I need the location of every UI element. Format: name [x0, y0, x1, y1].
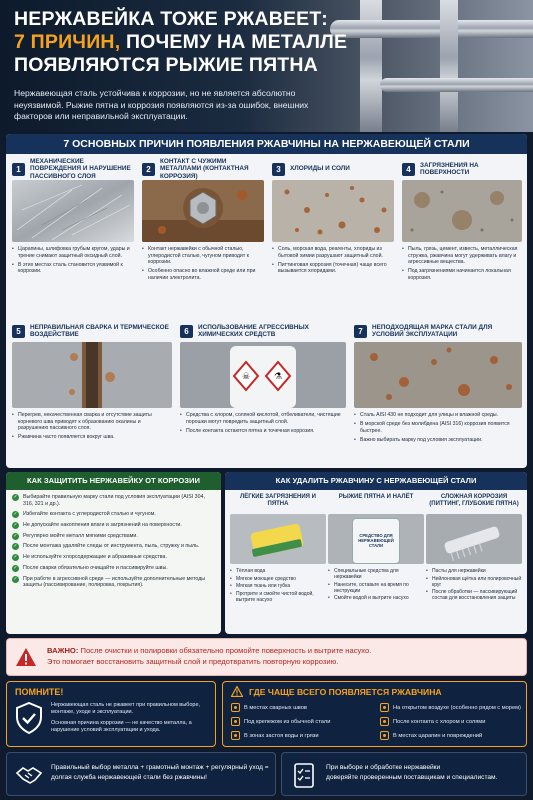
reason-bullet: • В этих местах сталь становится уязвимой к коррозии. [12, 262, 134, 275]
check-icon: ✓ [13, 494, 18, 500]
protect-item-text: При работе в агрессивной среде — используйте дополнительные методы защиты (пассивирование, полировка, покрытия). [23, 575, 206, 589]
reason-head [272, 158, 394, 180]
reason-card-5 [12, 320, 172, 443]
where-item-text: В зонах застоя воды и грязи [244, 732, 319, 739]
shield-check-icon [15, 702, 43, 734]
reason-bullet: • Соль, морская вода, реагенты, хлориды из бытовой химии разрушают защитный слой. [272, 246, 394, 259]
remove-bullet: • Тёплая вода [230, 568, 326, 574]
where-item-text: На открытом воздухе (особенно рядом с морем) [393, 704, 521, 711]
check-icon: ✓ [13, 564, 18, 571]
protect-item [12, 522, 215, 529]
reasons-title: 7 ОСНОВНЫХ ПРИЧИН ПОЯВЛЕНИЯ РЖАВЧИНЫ НА НЕРЖАВЕЮЩЕЙ СТАЛИ [6, 134, 527, 154]
hero-banner [0, 0, 533, 132]
cleaner-bottle [352, 518, 400, 564]
warning-text [47, 645, 517, 667]
warning-banner [6, 638, 527, 676]
scratch-icon [380, 731, 389, 740]
where-list [231, 702, 523, 741]
sponge-photo [230, 514, 326, 564]
reason-bullets [402, 246, 522, 281]
remove-column-deep [426, 494, 522, 603]
remove-bullets [230, 568, 326, 603]
remove-bullet: • Мягкая ткань или губка [230, 583, 326, 589]
reason-number: 4 [402, 163, 415, 176]
reason-title: НЕПОДХОДЯЩАЯ МАРКА СТАЛИ ДЛЯ УСЛОВИЙ ЭКСПЛУАТАЦИИ [372, 323, 493, 338]
reason-title: МЕХАНИЧЕСКИЕ ПОВРЕЖДЕНИЯ И НАРУШЕНИЕ ПАССИВНОГО СЛОЯ [30, 157, 131, 180]
reason-number: 1 [12, 163, 25, 176]
remove-bullet: • Мягкое моющее средство [230, 576, 326, 582]
remove-bullet: • Смойте водой и вытрите насухо [328, 595, 424, 601]
reason-head [142, 158, 264, 180]
reason-head [12, 158, 134, 180]
steel-railing-post-2 [440, 0, 458, 132]
where-item-text: В местах сварных швов [244, 704, 307, 711]
chemical-bottle-photo [180, 342, 346, 408]
reason-bullet: • Перегрев, некачественная сварка и отсутствие защиты корневого шва приводят к образованию окалины и разрушению пассивного слоя. [12, 412, 172, 432]
protect-item-text: Регулярно мойте металл мягкими средствами. [23, 532, 138, 539]
reason-bullet: • Особенно опасно во влажной среде или при наличии электролита. [142, 268, 264, 281]
protect-item-text: Избегайте контакта с углеродистой сталью и чугуном. [23, 510, 156, 517]
reason-bullets [12, 412, 172, 441]
reason-bullet: • Ржавчина часто появляется вокруг шва. [12, 434, 172, 441]
remove-bullet: • Протрите и смойте чистой водой, вытрите насухо [230, 591, 326, 603]
remove-title: КАК УДАЛИТЬ РЖАВЧИНУ С НЕРЖАВЕЮЩЕЙ СТАЛИ [225, 472, 527, 490]
reason-number: 3 [272, 163, 285, 176]
protect-title: КАК ЗАЩИТИТЬ НЕРЖАВЕЙКУ ОТ КОРРОЗИИ [6, 472, 221, 490]
protect-item-text: После монтажа удаляйте следы от инструмента, пыль, стружку и пыль. [23, 543, 200, 550]
where-item [380, 730, 523, 741]
remove-column-title: ЛЁГКИЕ ЗАГРЯЗНЕНИЯ И ПЯТНА [240, 494, 316, 508]
reason-number: 6 [180, 325, 193, 338]
footer-left-line-2: долгая служба нержавеющей стали без ржавчины! [51, 773, 207, 781]
checklist-icon [290, 761, 318, 789]
reasons-section [6, 134, 527, 468]
chlorine-icon [380, 717, 389, 726]
remove-bullet: • Специальные средства для нержавейки [328, 568, 424, 580]
reason-bullets [272, 246, 394, 275]
reason-number: 7 [354, 325, 367, 338]
page-title [14, 8, 374, 77]
footer-right-line-1: При выборе и обработке нержавейки [326, 764, 441, 771]
reason-bullets [142, 246, 264, 281]
remember-p2: Основная причина коррозии — не качество металла, а нарушение условий эксплуатации и ухода. [51, 719, 192, 733]
protect-item [12, 533, 215, 540]
protect-item-text: Выбирайте правильную марку стали под условия эксплуатации (AISI 304, 316, 321 и др.). [23, 494, 205, 507]
reason-card-3 [272, 158, 394, 277]
reason-bullet: • Важно выбирать марку под условия эксплуатации. [354, 437, 522, 444]
warning-line-2: Это помогает восстановить защитный слой и предотвратить повторную коррозию. [47, 657, 339, 666]
cleaner-bottle-photo [328, 514, 424, 564]
reason-bullet: • В морской среде без молибдена (AISI 316) коррозия появится быстрее. [354, 421, 522, 434]
bolt-icon [231, 717, 240, 726]
remove-bullet: • Нейлоновая щётка или полировочный круг [426, 576, 522, 588]
reason-title: ХЛОРИДЫ И СОЛИ [290, 165, 350, 173]
warning-line-1-text: После очистки и полировки обязательно промойте поверхность и вытрите насухо. [78, 646, 372, 655]
reason-head [402, 158, 522, 180]
where-item [231, 702, 374, 713]
bottle-label: СРЕДСТВО ДЛЯ НЕРЖАВЕЮЩЕЙ СТАЛИ [358, 533, 394, 548]
reason-bullet: • Питтинговая коррозия (точечная) чаще всего вызывается хлоридами. [272, 262, 394, 275]
remove-bullet: • После обработки — пассивирующий состав для восстановления защиты [426, 589, 522, 601]
reason-card-7 [354, 320, 522, 446]
footer-left-text [51, 763, 269, 783]
where-title: ГДЕ ЧАЩЕ ВСЕГО ПОЯВЛЯЕТСЯ РЖАВЧИНА [249, 686, 442, 697]
warning-icon [15, 646, 37, 668]
warning-triangle-icon [231, 686, 243, 697]
reason-bullet: • После контакта остаются пятна и точечная коррозия. [180, 428, 346, 435]
protect-item [12, 554, 215, 561]
svg-text:⚗: ⚗ [273, 371, 283, 381]
where-item [380, 716, 523, 727]
check-icon: ✓ [13, 510, 18, 517]
water-drop-icon [231, 731, 240, 740]
warning-line-1 [47, 645, 517, 656]
reason-bullet: • Под загрязнениями начинается локальная коррозия. [402, 268, 522, 281]
handshake-icon [15, 761, 43, 789]
reason-head [180, 320, 346, 342]
reason-card-4 [402, 158, 522, 284]
reason-number: 5 [12, 325, 25, 338]
title-line-3: ПОЯВЛЯЮТСЯ РЫЖИЕ ПЯТНА [14, 54, 318, 76]
remove-bullet: • Пасты для нержавейки [426, 568, 522, 574]
check-icon: ✓ [13, 575, 18, 582]
page-subtitle: Нержавеющая сталь устойчива к коррозии, но не является абсолютно неуязвимой. Рыжие пятна и коррозия появляются из-за ошибок, внешних факторов или неправильной эксплуатации. [14, 88, 309, 121]
reason-bullet: • Царапины, шлифовка грубым кругом, удары и трение снимают защитный оксидный слой. [12, 246, 134, 259]
dirty-surface-photo [402, 180, 522, 242]
reason-title: КОНТАКТ С ЧУЖИМИ МЕТАЛЛАМИ (КОНТАКТНАЯ КОРРОЗИЯ) [160, 157, 249, 180]
footer-right-text [326, 763, 497, 783]
protect-item [12, 543, 215, 550]
warning-lead: ВАЖНО: [47, 646, 79, 655]
reason-title: ИСПОЛЬЗОВАНИЕ АГРЕССИВНЫХ ХИМИЧЕСКИХ СРЕДСТВ [198, 323, 309, 338]
reason-number: 2 [142, 163, 155, 176]
remember-text [51, 702, 213, 734]
footer-right [281, 752, 527, 796]
where-item [231, 730, 374, 741]
protect-list [6, 490, 221, 589]
reason-bullets [12, 246, 134, 275]
protect-section [6, 472, 221, 634]
check-icon: ✓ [13, 532, 18, 539]
rusty-steel-photo [354, 342, 522, 408]
where-heading [231, 686, 442, 697]
where-box [222, 681, 527, 747]
reason-card-1 [12, 158, 134, 277]
reason-card-2 [142, 158, 264, 284]
title-accent: 7 ПРИЧИН, [14, 31, 121, 53]
check-icon: ✓ [13, 521, 18, 528]
check-icon: ✓ [13, 554, 18, 561]
where-item-text: После контакта с хлором и солями [393, 718, 486, 725]
remove-column-light [230, 494, 326, 604]
where-item-text: Под крепежом из обычной стали [244, 718, 331, 725]
remove-section [225, 472, 527, 634]
weld-icon [231, 703, 240, 712]
remember-box [6, 681, 216, 747]
remove-bullet: • Нанесите, оставьте на время по инструкции [328, 582, 424, 594]
protect-item-text: Не допускайте накопления влаги и загрязнений на поверхности. [23, 521, 182, 528]
footer-left [6, 752, 276, 796]
where-item-text: В местах царапин и повреждений [393, 732, 483, 739]
reason-head [12, 320, 172, 342]
brush-photo [426, 514, 522, 564]
svg-text:☠: ☠ [241, 371, 251, 381]
protect-item [12, 511, 215, 518]
weld-seam-photo [12, 342, 172, 408]
footer-right-line-2: доверяйте проверенным поставщикам и специалистам. [326, 773, 498, 781]
reason-bullet: • Пыль, грязь, цемент, известь, металлическая стружка, ржавчина могут удерживать влагу и агрессивные вещества. [402, 246, 522, 266]
scratched-steel-photo [12, 180, 134, 242]
footer-left-line-1: Правильный выбор металла + грамотный монтаж + регулярный уход = [51, 764, 269, 771]
check-icon: ✓ [13, 543, 18, 550]
protect-item [12, 494, 215, 507]
reason-title: НЕПРАВИЛЬНАЯ СВАРКА И ТЕРМИЧЕСКОЕ ВОЗДЕЙСТВИЕ [30, 323, 169, 338]
title-line-1: НЕРЖАВЕЙКА ТОЖЕ РЖАВЕЕТ: [14, 8, 328, 30]
sea-icon [380, 703, 389, 712]
reason-bullet: • Сталь AISI 430 не подходит для улицы и влажной среды. [354, 412, 522, 419]
reason-bullet: • Контакт нержавейки с обычной сталью, углеродистой сталью, чугуном приводит к коррозии. [142, 246, 264, 266]
protect-item-text: После сварки обязательно очищайте и пассивируйте швы. [23, 564, 168, 571]
reason-bullet: • Средства с хлором, соляной кислотой, отбеливатели, чистящие порошки могут повредить защитный слой. [180, 412, 346, 425]
protect-item-text: Не используйте хлорсодержащие и абразивные средства. [23, 554, 167, 561]
reason-title: ЗАГРЯЗНЕНИЯ НА ПОВЕРХНОСТИ [420, 161, 479, 176]
salt-pitting-photo [272, 180, 394, 242]
reason-bullets [354, 412, 522, 443]
reason-head [354, 320, 522, 342]
bolt-contact-corrosion-photo [142, 180, 264, 242]
reason-card-6 [180, 320, 346, 437]
remove-column-stains [328, 494, 424, 603]
title-line-2 [14, 31, 374, 54]
protect-item [12, 576, 215, 589]
remove-column-title: РЫЖИЕ ПЯТНА И НАЛЁТ [338, 494, 414, 500]
remove-bullets [426, 568, 522, 601]
remove-bullets [328, 568, 424, 601]
protect-item [12, 565, 215, 572]
remove-column-title: СЛОЖНАЯ КОРРОЗИЯ (ПИТТИНГ, ГЛУБОКИЕ ПЯТНА) [429, 494, 519, 508]
remember-p1: Нержавеющая сталь не ржавеет при правильном выборе, монтаже, уходе и эксплуатации. [51, 702, 201, 716]
steel-railing-bar-2 [380, 78, 533, 92]
remember-title: ПОМНИТЕ! [15, 687, 64, 697]
reason-bullets [180, 412, 346, 434]
where-item [231, 716, 374, 727]
where-item [380, 702, 523, 713]
title-line-2-rest: ПОЧЕМУ НА МЕТАЛЛЕ [120, 31, 348, 53]
